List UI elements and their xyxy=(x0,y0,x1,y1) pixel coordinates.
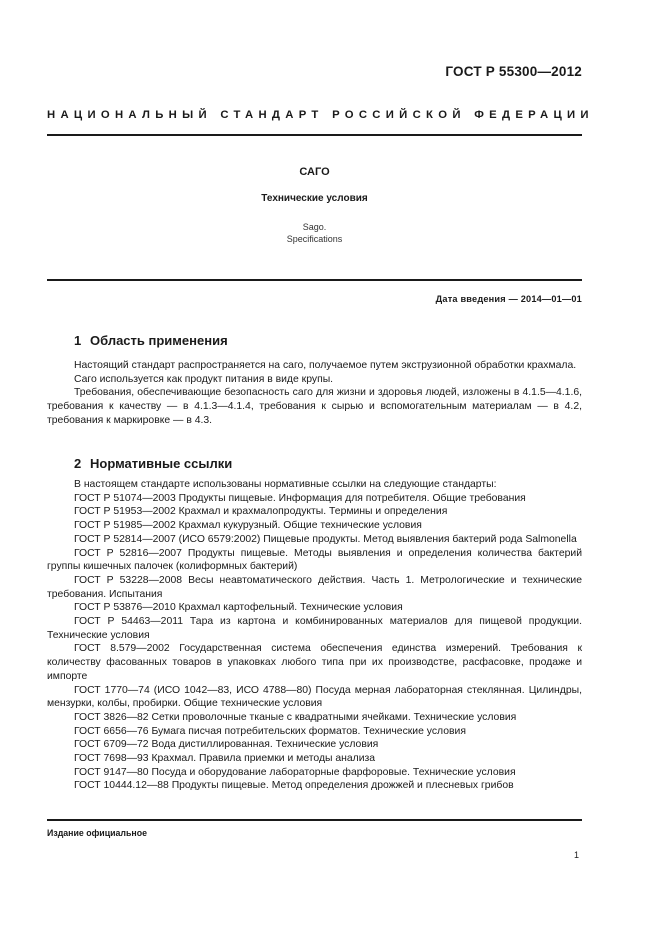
reference-item: ГОСТ 7698—93 Крахмал. Правила приемки и методы анализа xyxy=(74,753,376,765)
reference-item: ГОСТ 6656—76 Бумага писчая потребительских форматов. Технические условия xyxy=(74,725,466,737)
document-title: САГО xyxy=(299,166,330,178)
section-title: Область применения xyxy=(90,333,228,348)
paragraph: Настоящий стандарт распространяется на саго, получаемое путем экструзионной обработки крахмала. xyxy=(74,360,577,371)
section-2-body xyxy=(47,478,582,793)
section-number: 1 xyxy=(74,333,82,348)
document-subtitle-en: Specifications xyxy=(286,234,343,244)
reference-item: ГОСТ Р 51074—2003 Продукты пищевые. Информация для потребителя. Общие требования xyxy=(74,492,526,504)
section-1-body xyxy=(47,359,582,428)
title-rule xyxy=(47,279,582,281)
section-heading xyxy=(74,333,228,348)
reference-item: ГОСТ 8.579—2002 Государственная система обеспечения единства измерений. Требования к количеству фасованных товаров в упаковках любого типа при их производстве, расфасовке, продаже и импорте xyxy=(47,643,582,682)
header-rule xyxy=(47,134,582,136)
reference-item: ГОСТ 3826—82 Сетки проволочные тканые с квадратными ячейками. Технические условия xyxy=(74,711,517,723)
effective-date: Дата введения — 2014—01—01 xyxy=(435,294,582,304)
reference-item: ГОСТ Р 54463—2011 Тара из картона и комбинированных материалов для пищевой продукции. Технические условия xyxy=(47,616,582,641)
reference-item: ГОСТ 10444.12—88 Продукты пищевые. Метод определения дрожжей и плесневых грибов xyxy=(74,780,514,792)
reference-item: ГОСТ Р 53876—2010 Крахмал картофельный. Технические условия xyxy=(74,602,403,614)
document-subtitle: Технические условия xyxy=(261,193,368,204)
footer-rule xyxy=(47,819,582,821)
official-edition-note: Издание официальное xyxy=(47,828,147,838)
section-number: 2 xyxy=(74,456,82,471)
reference-item: ГОСТ Р 53228—2008 Весы неавтоматического действия. Часть 1. Метрологические и технические требования. Испытания xyxy=(47,574,582,600)
reference-item: ГОСТ Р 51985—2002 Крахмал кукурузный. Общие технические условия xyxy=(74,520,422,532)
page-number: 1 xyxy=(573,850,579,860)
reference-item: ГОСТ Р 52814—2007 (ИСО 6579:2002) Пищевые продукты. Метод выявления бактерий рода Salmonella xyxy=(74,533,577,545)
document-code: ГОСТ Р 55300—2012 xyxy=(445,64,582,79)
section-title: Нормативные ссылки xyxy=(90,456,233,471)
reference-item: ГОСТ 1770—74 (ИСО 1042—83, ИСО 4788—80) Посуда мерная лабораторная стеклянная. Цилиндры, мензурки, колбы, пробирки. Общие технические условия xyxy=(47,684,582,710)
reference-item: ГОСТ Р 52816—2007 Продукты пищевые. Методы выявления и определения количества бактерий группы кишечных палочек (колиформных бактерий) xyxy=(47,547,582,573)
document-title-en: Sago. xyxy=(302,222,327,232)
reference-item: ГОСТ 9147—80 Посуда и оборудование лабораторные фарфоровые. Технические условия xyxy=(74,766,516,778)
reference-item: ГОСТ 6709—72 Вода дистиллированная. Технические условия xyxy=(74,739,379,751)
national-standard-banner: НАЦИОНАЛЬНЫЙ СТАНДАРТ РОССИЙСКОЙ ФЕДЕРАЦИИ xyxy=(47,109,594,121)
paragraph: Саго используется как продукт питания в виде крупы. xyxy=(74,373,334,385)
paragraph: Требования, обеспечивающие безопасность саго для жизни и здоровья людей, изложены в 4.1.5—4.1.6, требования к качеству — в 4.1.3—4.1.4, требования к сырью и вспомогательным материалам — в 4.2, требования к маркировке — в 4.3. xyxy=(47,387,582,426)
section-heading xyxy=(74,456,232,471)
reference-item: ГОСТ Р 51953—2002 Крахмал и крахмалопродукты. Термины и определения xyxy=(74,506,448,518)
paragraph: В настоящем стандарте использованы нормативные ссылки на следующие стандарты: xyxy=(74,479,497,490)
